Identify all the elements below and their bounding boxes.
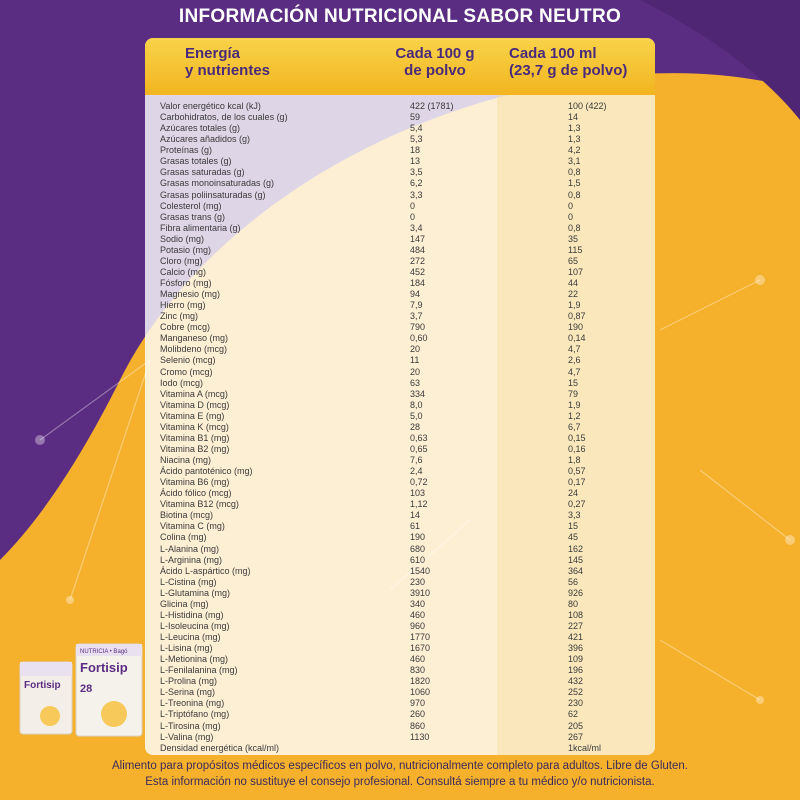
row-value-per-100g: 260 [410, 709, 426, 720]
row-value-per-100ml: 100 (422) [568, 101, 607, 111]
row-nutrient-name: L-Arginina (mg) [160, 554, 223, 565]
row-nutrient-name: L-Triptófano (mg) [160, 709, 230, 720]
row-value-per-100g: 1770 [410, 632, 431, 642]
row-value-per-100g: 3,5 [410, 167, 423, 178]
table-row [160, 367, 640, 378]
row-value-per-100g: 7,9 [410, 300, 423, 311]
row-value-per-100ml: 162 [568, 543, 584, 554]
row-nutrient-name: Molibdeno (mcg) [160, 344, 228, 355]
table-row [160, 134, 640, 145]
row-value-per-100g: 830 [410, 665, 426, 676]
row-nutrient-name: L-Fenilalanina (mg) [160, 665, 238, 676]
row-value-per-100g: 610 [410, 554, 426, 565]
row-value-per-100ml: 1,9 [568, 300, 581, 311]
row-value-per-100ml: 0,16 [568, 443, 586, 454]
row-value-per-100g: 1060 [410, 687, 431, 698]
row-value-per-100g: 147 [410, 233, 426, 244]
table-row [160, 278, 640, 289]
row-value-per-100g: 790 [410, 322, 426, 333]
header-per-100ml [509, 45, 649, 79]
table-row [160, 499, 640, 510]
row-value-per-100g: 860 [410, 720, 426, 731]
row-nutrient-name: Vitamina D (mcg) [160, 399, 230, 410]
row-value-per-100ml: 4,2 [568, 145, 581, 156]
row-value-per-100g: 0,65 [410, 443, 428, 454]
row-value-per-100g: 3910 [410, 587, 431, 598]
row-value-per-100ml: 15 [568, 521, 579, 532]
table-row [160, 687, 640, 698]
table-row [160, 300, 640, 311]
nutrition-rows [160, 101, 640, 754]
row-value-per-100ml: 1,3 [568, 134, 581, 145]
row-value-per-100ml: 1,5 [568, 178, 581, 189]
row-nutrient-name: Densidad energética (kcal/ml) [160, 742, 280, 753]
row-value-per-100g: 190 [410, 532, 426, 543]
row-value-per-100ml: 190 [568, 322, 584, 333]
table-row [160, 145, 640, 156]
header-line: y nutrientes [185, 62, 271, 79]
row-value-per-100g: 484 [410, 244, 426, 255]
row-nutrient-name: L-Tirosina (mg) [160, 720, 221, 731]
table-row [160, 355, 640, 366]
table-row [160, 577, 640, 588]
row-nutrient-name: Iodo (mcg) [160, 377, 204, 388]
row-nutrient-name: Selenio (mcg) [160, 355, 216, 366]
table-row [160, 643, 640, 654]
row-nutrient-name: Vitamina K (mcg) [160, 421, 229, 432]
footer-disclaimer [0, 758, 800, 790]
row-value-per-100g: 5,0 [410, 410, 423, 421]
product-brand-small: Fortisip [24, 680, 61, 691]
header-line: Cada 100 g [395, 45, 475, 62]
product-maker: NUTRICIA • Bagó [80, 649, 128, 655]
row-value-per-100ml: 2,6 [568, 355, 581, 366]
row-value-per-100g: 970 [410, 698, 426, 709]
row-value-per-100ml: 227 [568, 620, 584, 631]
row-value-per-100g: 460 [410, 654, 426, 665]
row-value-per-100ml: 0,14 [568, 333, 586, 344]
row-value-per-100ml: 926 [568, 587, 584, 598]
row-nutrient-name: L-Valina (mg) [160, 731, 214, 742]
row-nutrient-name: Grasas trans (g) [160, 211, 226, 222]
row-value-per-100g: 1670 [410, 643, 431, 654]
row-value-per-100g: 184 [410, 278, 426, 288]
row-nutrient-name: Grasas poliinsaturadas (g) [160, 189, 266, 200]
table-row [160, 289, 640, 300]
row-value-per-100g: 3,7 [410, 311, 423, 322]
table-row [160, 256, 640, 267]
row-nutrient-name: Vitamina E (mg) [160, 410, 225, 421]
table-row [160, 621, 640, 632]
table-row [160, 344, 640, 355]
row-nutrient-name: Magnesio (mg) [160, 289, 221, 300]
row-value-per-100ml: 364 [568, 565, 584, 576]
table-row [160, 544, 640, 555]
row-nutrient-name: Glicina (mg) [160, 598, 209, 609]
row-value-per-100ml: 421 [568, 632, 584, 642]
table-row [160, 532, 640, 543]
row-nutrient-name: Potasio (mg) [160, 244, 212, 255]
table-row [160, 455, 640, 466]
table-row [160, 488, 640, 499]
row-nutrient-name: L-Cistina (mg) [160, 576, 217, 587]
row-value-per-100g: 59 [410, 112, 421, 123]
table-row [160, 123, 640, 134]
row-value-per-100g: 20 [410, 366, 421, 377]
row-value-per-100ml: 1,8 [568, 455, 581, 465]
row-value-per-100g: 3,3 [410, 189, 423, 200]
row-value-per-100ml: 0 [568, 211, 574, 222]
row-nutrient-name: Vitamina C (mg) [160, 521, 225, 532]
row-value-per-100g: 7,6 [410, 455, 423, 465]
table-row [160, 267, 640, 278]
footer-line-2: Esta información no sustituye el consejo profesional. Consultá siempre a tu médico y/o nutricionista. [145, 776, 655, 788]
row-value-per-100g: 422 (1781) [410, 101, 454, 111]
header-line: Cada 100 ml [509, 45, 597, 62]
row-value-per-100g: 272 [410, 255, 426, 266]
row-nutrient-name: L-Alanina (mg) [160, 543, 220, 554]
row-nutrient-name: Valor energético kcal (kJ) [160, 101, 261, 111]
header-energy-nutrients [185, 45, 270, 79]
table-row [160, 389, 640, 400]
row-nutrient-name: L-Treonina (mg) [160, 698, 225, 709]
row-value-per-100ml: 14 [568, 112, 579, 123]
table-row [160, 444, 640, 455]
table-row [160, 112, 640, 123]
row-nutrient-name: Colina (mg) [160, 532, 207, 543]
row-nutrient-name: Cloro (mg) [160, 255, 203, 266]
table-row [160, 566, 640, 577]
table-row [160, 732, 640, 743]
row-value-per-100g: 0,63 [410, 432, 428, 443]
table-row [160, 588, 640, 599]
row-nutrient-name: Biotina (mcg) [160, 510, 214, 521]
row-value-per-100g: 0,72 [410, 477, 428, 488]
row-value-per-100ml: 108 [568, 609, 584, 620]
row-value-per-100ml: 230 [568, 698, 584, 709]
row-nutrient-name: Carbohidratos, de los cuales (g) [160, 112, 288, 123]
row-value-per-100ml: 0,57 [568, 466, 586, 477]
header-line: de polvo [404, 62, 466, 79]
row-value-per-100g: 14 [410, 510, 421, 521]
row-nutrient-name: Azúcares añadidos (g) [160, 134, 251, 145]
table-row [160, 709, 640, 720]
row-value-per-100g: 1,12 [410, 499, 428, 510]
row-nutrient-name: Grasas totales (g) [160, 156, 232, 167]
table-row [160, 654, 640, 665]
row-value-per-100g: 452 [410, 266, 426, 277]
row-nutrient-name: Fibra alimentaria (g) [160, 222, 241, 233]
table-row [160, 234, 640, 245]
table-row [160, 676, 640, 687]
row-value-per-100ml: 396 [568, 643, 584, 654]
row-value-per-100g: 334 [410, 388, 426, 399]
product-count: 28 [80, 683, 93, 695]
table-row [160, 411, 640, 422]
table-row [160, 721, 640, 732]
row-value-per-100g: 13 [410, 156, 421, 167]
table-row [160, 322, 640, 333]
product-packages-image [10, 640, 150, 740]
row-value-per-100ml: 80 [568, 598, 579, 609]
row-value-per-100g: 20 [410, 344, 421, 355]
row-value-per-100ml: 22 [568, 289, 579, 300]
table-row [160, 698, 640, 709]
header-line: (23,7 g de polvo) [509, 62, 628, 79]
row-nutrient-name: Cobre (mcg) [160, 322, 211, 333]
table-row [160, 555, 640, 566]
table-row [160, 333, 640, 344]
table-row [160, 311, 640, 322]
row-nutrient-name: L-Leucina (mg) [160, 632, 221, 642]
row-value-per-100g: 1540 [410, 565, 431, 576]
table-row [160, 632, 640, 643]
row-nutrient-name: Sodio (mg) [160, 233, 205, 244]
row-value-per-100ml: 145 [568, 554, 584, 565]
row-nutrient-name: L-Isoleucina (mg) [160, 620, 230, 631]
row-value-per-100g: 230 [410, 576, 426, 587]
row-value-per-100ml: 79 [568, 388, 579, 399]
row-value-per-100ml: 196 [568, 665, 584, 676]
row-value-per-100ml: 6,7 [568, 421, 581, 432]
row-value-per-100g: 5,4 [410, 123, 423, 134]
row-nutrient-name: L-Metionina (mg) [160, 654, 229, 665]
table-row [160, 400, 640, 411]
row-value-per-100g: 8,0 [410, 399, 423, 410]
row-nutrient-name: Grasas saturadas (g) [160, 167, 245, 178]
table-row [160, 156, 640, 167]
row-value-per-100ml: 115 [568, 244, 583, 255]
row-value-per-100ml: 267 [568, 731, 584, 742]
row-nutrient-name: Vitamina B12 (mcg) [160, 499, 239, 510]
row-nutrient-name: Ácido fólico (mcg) [160, 488, 232, 499]
table-row [160, 201, 640, 212]
header-per-100g [385, 45, 485, 79]
row-value-per-100ml: 15 [568, 377, 579, 388]
row-value-per-100ml: 62 [568, 709, 579, 720]
row-value-per-100g: 2,4 [410, 466, 423, 477]
row-value-per-100ml: 1,9 [568, 399, 581, 410]
row-value-per-100ml: 35 [568, 233, 579, 244]
row-nutrient-name: Ácido L-aspártico (mg) [160, 565, 251, 576]
row-value-per-100ml: 109 [568, 654, 584, 665]
row-value-per-100g: 960 [410, 620, 426, 631]
row-value-per-100ml: 0 [568, 200, 574, 211]
table-row [160, 610, 640, 621]
page-title: INFORMACIÓN NUTRICIONAL SABOR NEUTRO [178, 6, 622, 27]
row-value-per-100ml: 24 [568, 488, 579, 499]
row-value-per-100ml: 205 [568, 720, 584, 731]
row-value-per-100ml: 45 [568, 532, 579, 543]
row-value-per-100g: 0 [410, 200, 416, 211]
footer-line-1: Alimento para propósitos médicos específicos en polvo, nutricionalmente completo para adultos. Libre de Gluten. [112, 760, 688, 772]
row-value-per-100ml: 0,87 [568, 311, 586, 322]
row-value-per-100g: 340 [410, 598, 426, 609]
row-value-per-100g: 94 [410, 289, 421, 300]
table-row [160, 212, 640, 223]
row-value-per-100g: 680 [410, 543, 426, 554]
table-row [160, 190, 640, 201]
table-row [160, 433, 640, 444]
row-nutrient-name: L-Histidina (mg) [160, 609, 224, 620]
table-row [160, 178, 640, 189]
table-row [160, 466, 640, 477]
row-value-per-100g: 3,4 [410, 222, 423, 233]
row-value-per-100g: 11 [410, 355, 420, 366]
row-value-per-100g: 1820 [410, 676, 431, 687]
table-row [160, 477, 640, 488]
table-row [160, 167, 640, 178]
row-nutrient-name: Niacina (mg) [160, 455, 212, 465]
row-value-per-100ml: 3,1 [568, 156, 581, 167]
product-brand: Fortisip [80, 660, 128, 675]
row-nutrient-name: L-Lisina (mg) [160, 643, 213, 654]
row-nutrient-name: Proteínas (g) [160, 145, 213, 156]
row-nutrient-name: Colesterol (mg) [160, 200, 222, 211]
row-value-per-100ml: 0,15 [568, 432, 586, 443]
row-nutrient-name: Hierro (mg) [160, 300, 206, 311]
row-value-per-100ml: 432 [568, 676, 584, 687]
table-row [160, 510, 640, 521]
row-value-per-100g: 103 [410, 488, 426, 499]
row-nutrient-name: Calcio (mg) [160, 266, 207, 277]
row-value-per-100g: 18 [410, 145, 421, 156]
row-nutrient-name: L-Prolina (mg) [160, 676, 218, 687]
row-value-per-100ml: 0,27 [568, 499, 586, 510]
row-nutrient-name: Azúcares totales (g) [160, 123, 241, 134]
row-nutrient-name: Manganeso (mg) [160, 333, 229, 344]
row-nutrient-name: L-Serina (mg) [160, 687, 216, 698]
row-value-per-100ml: 65 [568, 255, 579, 266]
row-nutrient-name: Grasas monoinsaturadas (g) [160, 178, 275, 189]
table-row [160, 378, 640, 389]
row-value-per-100g: 1130 [410, 731, 430, 742]
row-value-per-100ml: 252 [568, 687, 584, 698]
row-value-per-100ml: 1,2 [568, 410, 581, 421]
row-nutrient-name: Zinc (mg) [160, 311, 198, 322]
row-nutrient-name: Fósforo (mg) [160, 278, 212, 288]
row-value-per-100g: 0,60 [410, 333, 428, 344]
row-value-per-100g: 0 [410, 211, 416, 222]
table-row [160, 101, 640, 112]
row-nutrient-name: Ácido pantoténico (mg) [160, 466, 253, 477]
row-value-per-100ml: 44 [568, 278, 579, 288]
row-value-per-100ml: 3,3 [568, 510, 581, 521]
table-row [160, 223, 640, 234]
row-value-per-100g: 28 [410, 421, 421, 432]
row-value-per-100ml: 0,8 [568, 189, 581, 200]
table-row [160, 665, 640, 676]
row-nutrient-name: Vitamina B6 (mg) [160, 477, 230, 488]
row-value-per-100ml: 4,7 [568, 366, 581, 377]
row-nutrient-name: Vitamina B1 (mg) [160, 432, 230, 443]
table-row [160, 245, 640, 256]
row-value-per-100g: 460 [410, 609, 426, 620]
table-row [160, 422, 640, 433]
header-line: Energía [185, 45, 241, 62]
table-row [160, 599, 640, 610]
row-value-per-100ml: 0,8 [568, 167, 581, 178]
row-value-per-100g: 5,3 [410, 134, 423, 145]
row-nutrient-name: Cromo (mcg) [160, 366, 213, 377]
row-value-per-100ml: 0,17 [568, 477, 586, 488]
row-value-per-100g: 6,2 [410, 178, 423, 189]
table-row [160, 521, 640, 532]
row-nutrient-name: Vitamina A (mcg) [160, 388, 228, 399]
row-value-per-100ml: 4,7 [568, 344, 581, 355]
row-value-per-100ml: 1kcal/ml [568, 742, 602, 753]
row-nutrient-name: Vitamina B2 (mg) [160, 443, 230, 454]
row-value-per-100ml: 56 [568, 576, 579, 587]
table-row [160, 743, 640, 754]
row-value-per-100ml: 107 [568, 266, 584, 277]
row-nutrient-name: L-Glutamina (mg) [160, 587, 231, 598]
row-value-per-100ml: 0,8 [568, 222, 581, 233]
row-value-per-100ml: 1,3 [568, 123, 581, 134]
row-value-per-100g: 61 [410, 521, 421, 532]
row-value-per-100g: 63 [410, 377, 421, 388]
